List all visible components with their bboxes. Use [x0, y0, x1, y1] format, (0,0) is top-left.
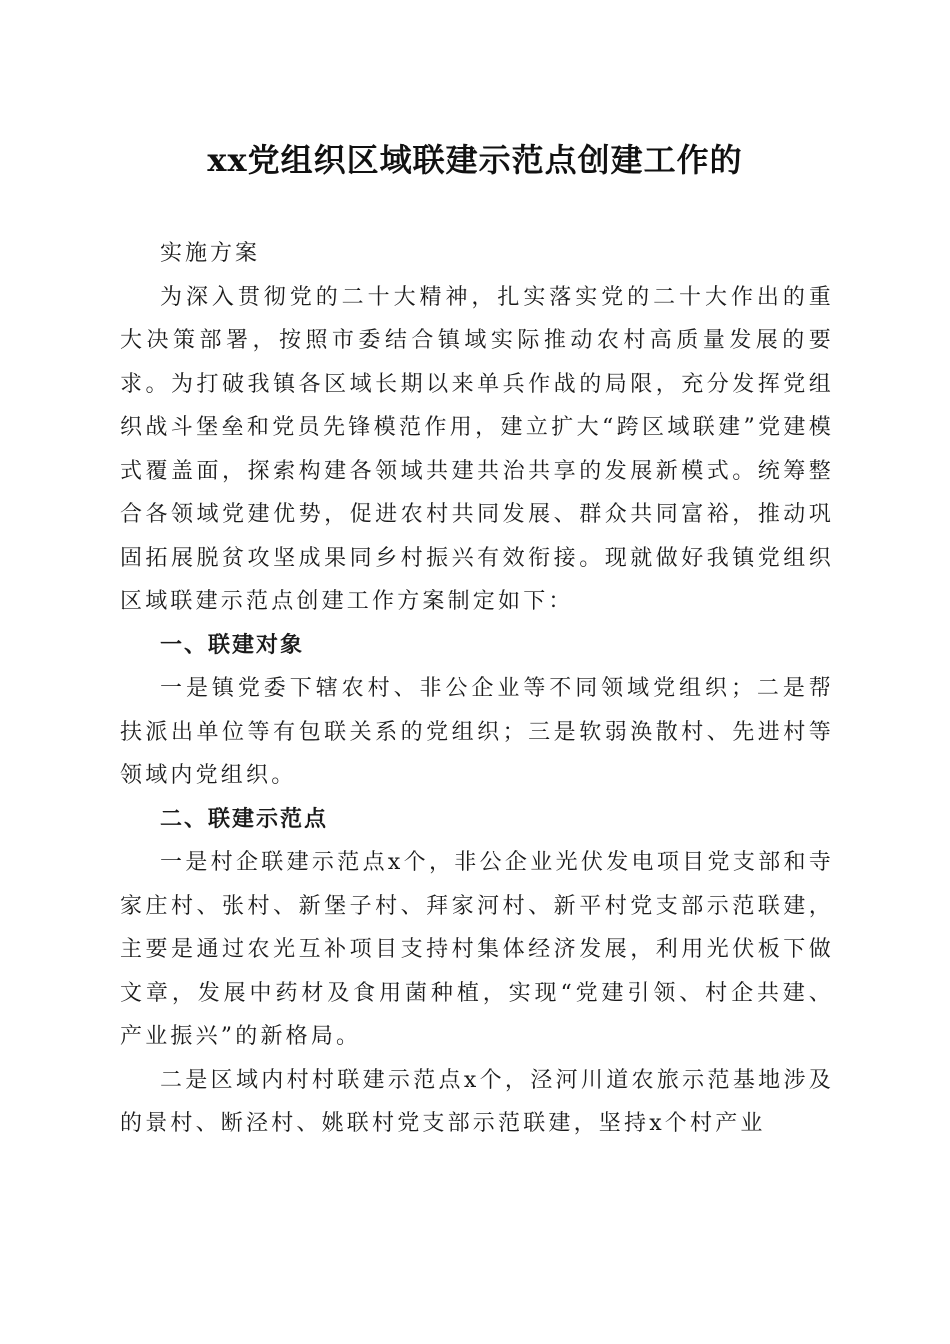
intro-paragraph: 为深入贯彻党的二十大精神，扎实落实党的二十大作出的重大决策部署，按照市委结合镇域实际推动农村高质量发展的要求。为打破我镇各区域长期以来单兵作战的局限，充分发挥党组织战斗堡垒和党员先锋模范作用，建立扩大“跨区域联建”党建模式覆盖面，探索构建各领域共建共治共享的发展新模式。统筹整合各领域党建优势，促进农村共同发展、群众共同富裕，推动巩固拓展脱贫攻坚成果同乡村振兴有效衔接。现就做好我镇党组织区域联建示范点创建工作方案制定如下： — [120, 284, 834, 614]
section-heading-targets: 一、联建对象 — [160, 632, 305, 658]
section-demo-sites-paragraph-1: 一是村企联建示范点x个，非公企业光伏发电项目党支部和寺家庄村、张村、新堡子村、拜家河村、新平村党支部示范联建，主要是通过农光互补项目支持村集体经济发展，利用光伏板下做文章，发展中药材及食用菌种植，实现“党建引领、村企共建、产业振兴”的新格局。 — [120, 850, 834, 1049]
section-targets-paragraph: 一是镇党委下辖农村、非公企业等不同领域党组织；二是帮扶派出单位等有包联关系的党组织；三是软弱涣散村、先进村等领域内党组织。 — [120, 676, 834, 788]
document-body — [120, 232, 834, 1146]
document-title: xx党组织区域联建示范点创建工作的 — [207, 141, 743, 179]
document-subtitle: 实施方案 — [160, 241, 261, 266]
section-demo-sites-paragraph-2: 二是区域内村村联建示范点x个，泾河川道农旅示范基地涉及的景村、断泾村、姚联村党支部示范联建，坚持x个村产业 — [120, 1067, 834, 1136]
section-heading-demo-sites: 二、联建示范点 — [160, 806, 329, 832]
